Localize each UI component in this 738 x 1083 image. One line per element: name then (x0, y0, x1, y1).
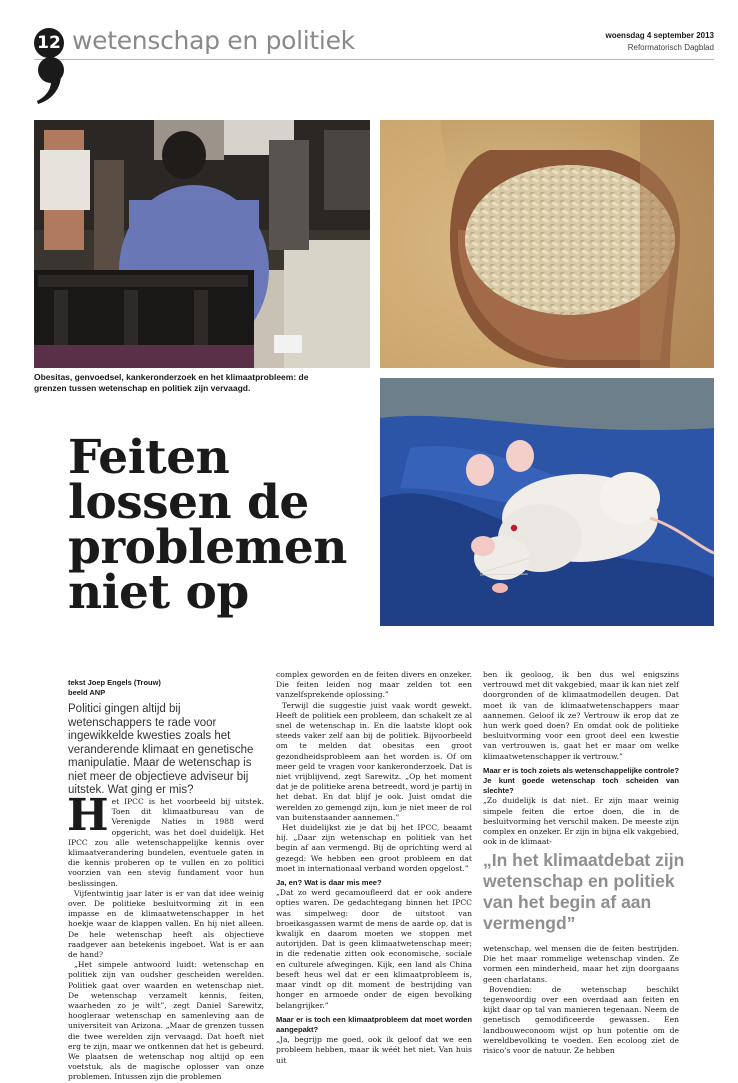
paragraph: complex geworden en de feiten divers en onzeker. Die feiten leiden nog maar zelden tot een vanzelfsprekende oplossing.” (276, 670, 472, 700)
paragraph: Het duidelijkst zie je dat bij het IPCC, beaamt hij. „Daar zijn wetenschap en politiek van het begin af aan vermengd. Bij de oprichting werd al gezegd: We hebben een groot probleem en dat moet in internationaal verband worden opgelost.” (276, 823, 472, 873)
paragraph-text: et IPCC is het voorbeeld bij uitstek. Toen dit klimaatbureau van de Verenigde Naties in 1988 werd opgericht, was het doel duidelijk. Het IPCC zou alle wetenschappelijke kennis over klimaatverandering bundelen, eventuele gaten in die kennis proberen op te vullen en zo politici voorzien van een stevig fundament voor hun beslissingen. (68, 797, 264, 888)
interview-question: Maar er is toch zoiets als wetenschappelijke controle? Je kunt goede wetenschap toch scheiden van slechte? (483, 765, 679, 796)
newspaper-name: Reformatorisch Dagblad (627, 43, 714, 52)
paragraph (67, 790, 264, 889)
article-intro: Politici gingen altijd bij wetenschappers te rade voor ingewikkelde kwesties zoals het veranderende klimaat en genetische manipulatie. Maar de wetenschap is niet meer de objectieve adviseur bij uitstek. Wat ging er mis? (68, 703, 254, 796)
comma-logo-icon (34, 56, 68, 110)
paragraph: ben ik geoloog, ik ben dus wel enigszins vertrouwd met dit vakgebied, maar ik kan niet zelf doorgronden of de klimaatmodellen deugen. Dat moet ik van de klimaatwetenschappers maar aannemen. Geloof ik ze? Vertrouw ik erop dat ze hun werk goed doen? En omdat ook de politieke besluitvorming voor een groot deel een kwestie van vertrouwen is, gaat het er maar om welke klimaatwetenschapper ik vertrouw.” (483, 670, 679, 761)
page-header (34, 28, 714, 60)
byline (68, 678, 161, 698)
drop-cap: H (67, 790, 109, 841)
paragraph: „Ja, begrijp me goed, ook ik geloof dat we een probleem hebben, maar ik wéét het niet. Van huis uit (276, 1035, 472, 1065)
page-number: 12 (34, 28, 64, 58)
photo-woman-event (34, 120, 370, 368)
photo-hand-grain (380, 120, 714, 368)
publication-date: woensdag 4 september 2013 (605, 31, 714, 40)
article-column-3-bottom (483, 944, 679, 1056)
article-column-3-top (483, 670, 679, 847)
paragraph: wetenschap, wel mensen die de feiten bestrijden. Die het maar rommelige wetenschap vinden. Ze vormen een minderheid, maar het zijn doorgaans geen charlatans. (483, 944, 679, 984)
paragraph: „Dat zo werd gecamoufleerd dat er ook andere opties waren. De gedachtegang binnen het IPCC was simpelweg: door de uitstoot van broeikasgassen warmt de mens de aarde op, dat is kwalijk en daarom moeten we stoppen met autorijden. Dat is geen klimaatwetenschap meer; in die redenatie zitten ook economische, sociale en culturele afwegingen. Kijk, een land als China beseft heus wel dat er een klimaatprobleem is, maar vindt op dit moment de bestrijding van honger en armoede onder de eigen bevolking belangrijker.” (276, 888, 472, 1010)
paragraph: Bovendien: de wetenschap beschikt tegenwoordig over een overdaad aan feiten en kijkt daar op tal van manieren tegenaan. Neem de genetisch gemodificeerde gewassen. Een landbouweconoom wijst op hun potentie om de wereldbevolking te voeden. Een ecoloog ziet de risico’s voor de natuur. Ze hebben (483, 984, 679, 1056)
interview-question: Maar er is toch een klimaatprobleem dat moet worden aangepakt? (276, 1014, 472, 1034)
pull-quote: „In het klimaatdebat zijn wetenschap en politiek van het begin af aan vermengd” (483, 850, 685, 933)
photo-lab-mouse (380, 378, 714, 626)
photo-caption: Obesitas, genvoedsel, kankeronderzoek en het klimaatprobleem: de grenzen tussen wetenschap en politiek zijn vervaagd. (34, 372, 309, 393)
paragraph: Vijfentwintig jaar later is er van dat idee weinig over. De politieke besluitvorming zit in een impasse en de klimaatwetenschapper in het hoekje waar de klappen vallen. En hij niet alleen. De hele wetenschap heeft als objectieve raadgever aan betekenis ingeboet. Wat is er aan de hand? (68, 888, 264, 960)
interview-question: Ja, en? Wat is daar mis mee? (276, 878, 382, 888)
article-headline: Feiten lossen de problemen niet op (68, 430, 347, 620)
paragraph: Terwijl die suggestie juist vaak wordt gewekt. Heeft de politiek een probleem, dan schakelt ze al snel de wetenschap in. En die laatste klopt ook steeds vaker zelf aan bij de politiek. Bijvoorbeeld om te melden dat obesitas een groot gezondheidsprobleem aan het worden is. Of om meer geld te vragen voor kankeronderzoek. Dat is niet vrijblijvend, zegt Sarewitz. „Op het moment dat je de politieke arena betreedt, word je partij in het debat. En dat blijf je ook. Juist omdat die werelden zo gemengd zijn, kun je niet meer de rol van buitenstaander aannemen.” (276, 700, 472, 822)
paragraph: „Zo duidelijk is dat niet. Er zijn maar weinig simpele feiten die ertoe doen, die in de besluitvorming het verschil maken. De meeste zijn complex en onzeker. Er zijn in bijna elk vakgebied, ook in de klimaat- (483, 796, 679, 847)
byline-image-credit: beeld ANP (68, 688, 106, 697)
byline-author: tekst Joep Engels (Trouw) (68, 678, 161, 687)
header-divider (34, 59, 714, 60)
article-column-1 (67, 790, 264, 1082)
section-title: wetenschap en politiek (72, 26, 355, 55)
paragraph: „Het simpele antwoord luidt: wetenschap en politiek zijn van oudsher gescheiden werelden. Politiek gaat over waarden en wetenschap niet. De wetenschap verzamelt kennis, feiten, waarheden zo je wilt”, zegt Daniel Sarewitz, hoogleraar wetenschap en samenleving aan de universiteit van Arizona. „Maar de grenzen tussen die twee werelden zijn vervaagd. Dat hoeft niet erg te zijn, maar we ontkennen dat het is gebeurd. We plaatsen de wetenschap nog altijd op een voetstuk, als de magische oplosser van onze problemen. Intussen zijn die problemen (68, 960, 264, 1082)
article-column-2 (276, 670, 472, 1065)
